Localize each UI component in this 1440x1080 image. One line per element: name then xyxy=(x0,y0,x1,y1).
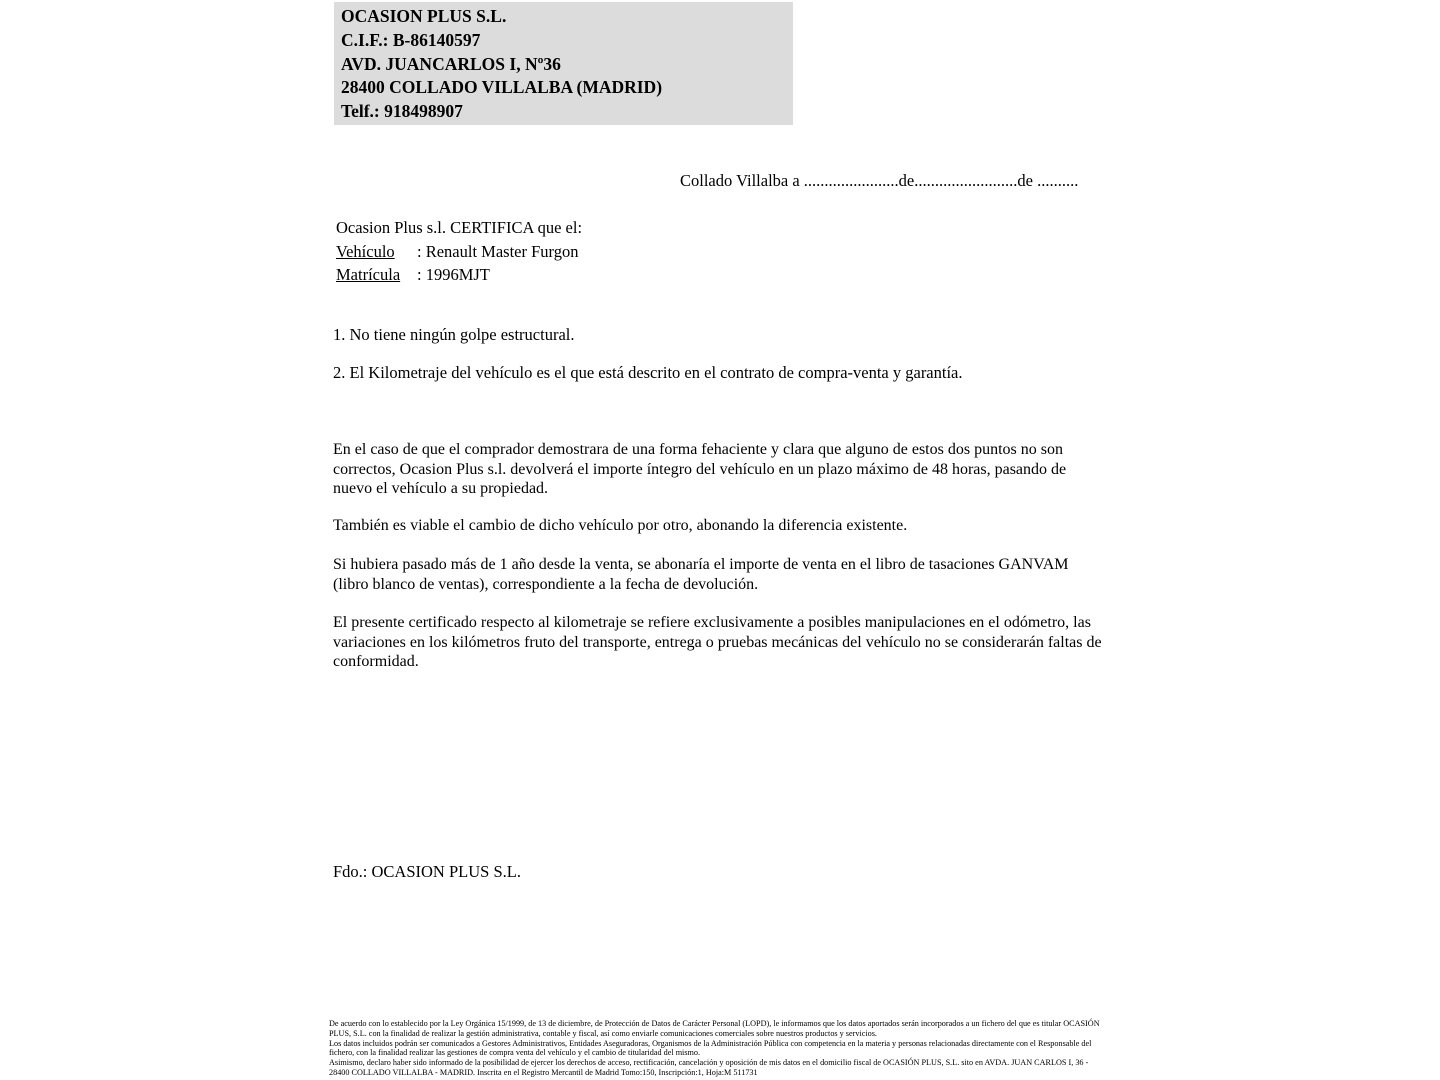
company-phone: Telf.: 918498907 xyxy=(341,101,463,122)
signature-line: Fdo.: OCASION PLUS S.L. xyxy=(333,862,521,881)
vehicle-field-label: Vehículo xyxy=(336,241,395,261)
ganvam-clause-paragraph: Si hubiera pasado más de 1 año desde la venta, se abonaría el importe de venta en el libro de tasaciones GANVAM (libro blanco de ventas), correspondiente a la fecha de devolución. xyxy=(333,556,1069,593)
certification-intro: Ocasion Plus s.l. CERTIFICA que el: xyxy=(336,218,583,237)
legal-footer xyxy=(329,1019,1105,1078)
date-fill-in-line: Collado Villalba a .......................de.........................de .......... xyxy=(680,171,1079,190)
company-header-box xyxy=(334,2,793,125)
certification-block xyxy=(336,216,582,287)
legal-footer-paragraph-2: Los datos incluidos podrán ser comunicados a Gestores Administrativos, Entidades Aseguradoras, Organismos de la Administración Pública con competencia en la materia y personas relacionadas directamente con el Responsable del fichero, con la finalidad realizar las gestiones de compra venta del vehículo y el cambio de titularidad del mismo. xyxy=(329,1038,1092,1058)
vehicle-field-row xyxy=(336,240,582,264)
mileage-disclaimer-paragraph: El presente certificado respecto al kilometraje se refiere exclusivamente a posibles manipulaciones en el odómetro, las variaciones en los kilómetros fruto del transporte, entrega o pruebas mecánicas del vehículo no se considerarán faltas de conformidad. xyxy=(333,614,1102,671)
certified-point-2: 2. El Kilometraje del vehículo es el que está descrito en el contrato de compra-venta y garantía. xyxy=(333,363,963,382)
company-cif: C.I.F.: B-86140597 xyxy=(341,29,481,50)
company-address: AVD. JUANCARLOS I, Nº36 xyxy=(341,53,561,74)
legal-footer-paragraph-1: De acuerdo con lo establecido por la Ley Orgánica 15/1999, de 13 de diciembre, de Protección de Datos de Carácter Personal (LOPD), le informamos que los datos aportados serán incorporados a un fichero del que es titular OCASIÓN PLUS, S.L. con la finalidad de realizar la gestión administrativa, contable y fiscal, así como enviarle comunicaciones comerciales sobre nuestros productos y servicios. xyxy=(329,1019,1100,1038)
company-city: 28400 COLLADO VILLALBA (MADRID) xyxy=(341,77,663,98)
exchange-clause-paragraph: También es viable el cambio de dicho vehículo por otro, abonando la diferencia existente. xyxy=(333,517,908,534)
certified-point-1: 1. No tiene ningún golpe estructural. xyxy=(333,325,575,344)
legal-footer-paragraph-3: Asimismo, declaro haber sido informado de la posibilidad de ejercer los derechos de acceso, rectificación, cancelación y oposición de mis datos en el domicilio fiscal de OCASIÓN PLUS, S.L. sito en AVDA. JUAN CARLOS I, 36 - 28400 COLLADO VILLALBA - MADRID. Inscrita en el Registro Mercantil de Madrid Tomo:150, Inscripción:1, Hoja:M 511731 xyxy=(329,1058,1089,1077)
company-name: OCASION PLUS S.L. xyxy=(341,6,507,26)
vehicle-field-value: : Renault Master Furgon xyxy=(417,241,579,261)
plate-field-value: : 1996MJT xyxy=(417,265,490,284)
refund-clause-paragraph: En el caso de que el comprador demostrara de una forma fehaciente y clara que alguno de estos dos puntos no son correctos, Ocasion Plus s.l. devolverá el importe íntegro del vehículo en un plazo máximo de 48 horas, pasando de nuevo el vehículo a su propiedad. xyxy=(333,441,1067,498)
plate-field-row xyxy=(336,263,582,287)
plate-field-label: Matrícula xyxy=(336,265,401,284)
